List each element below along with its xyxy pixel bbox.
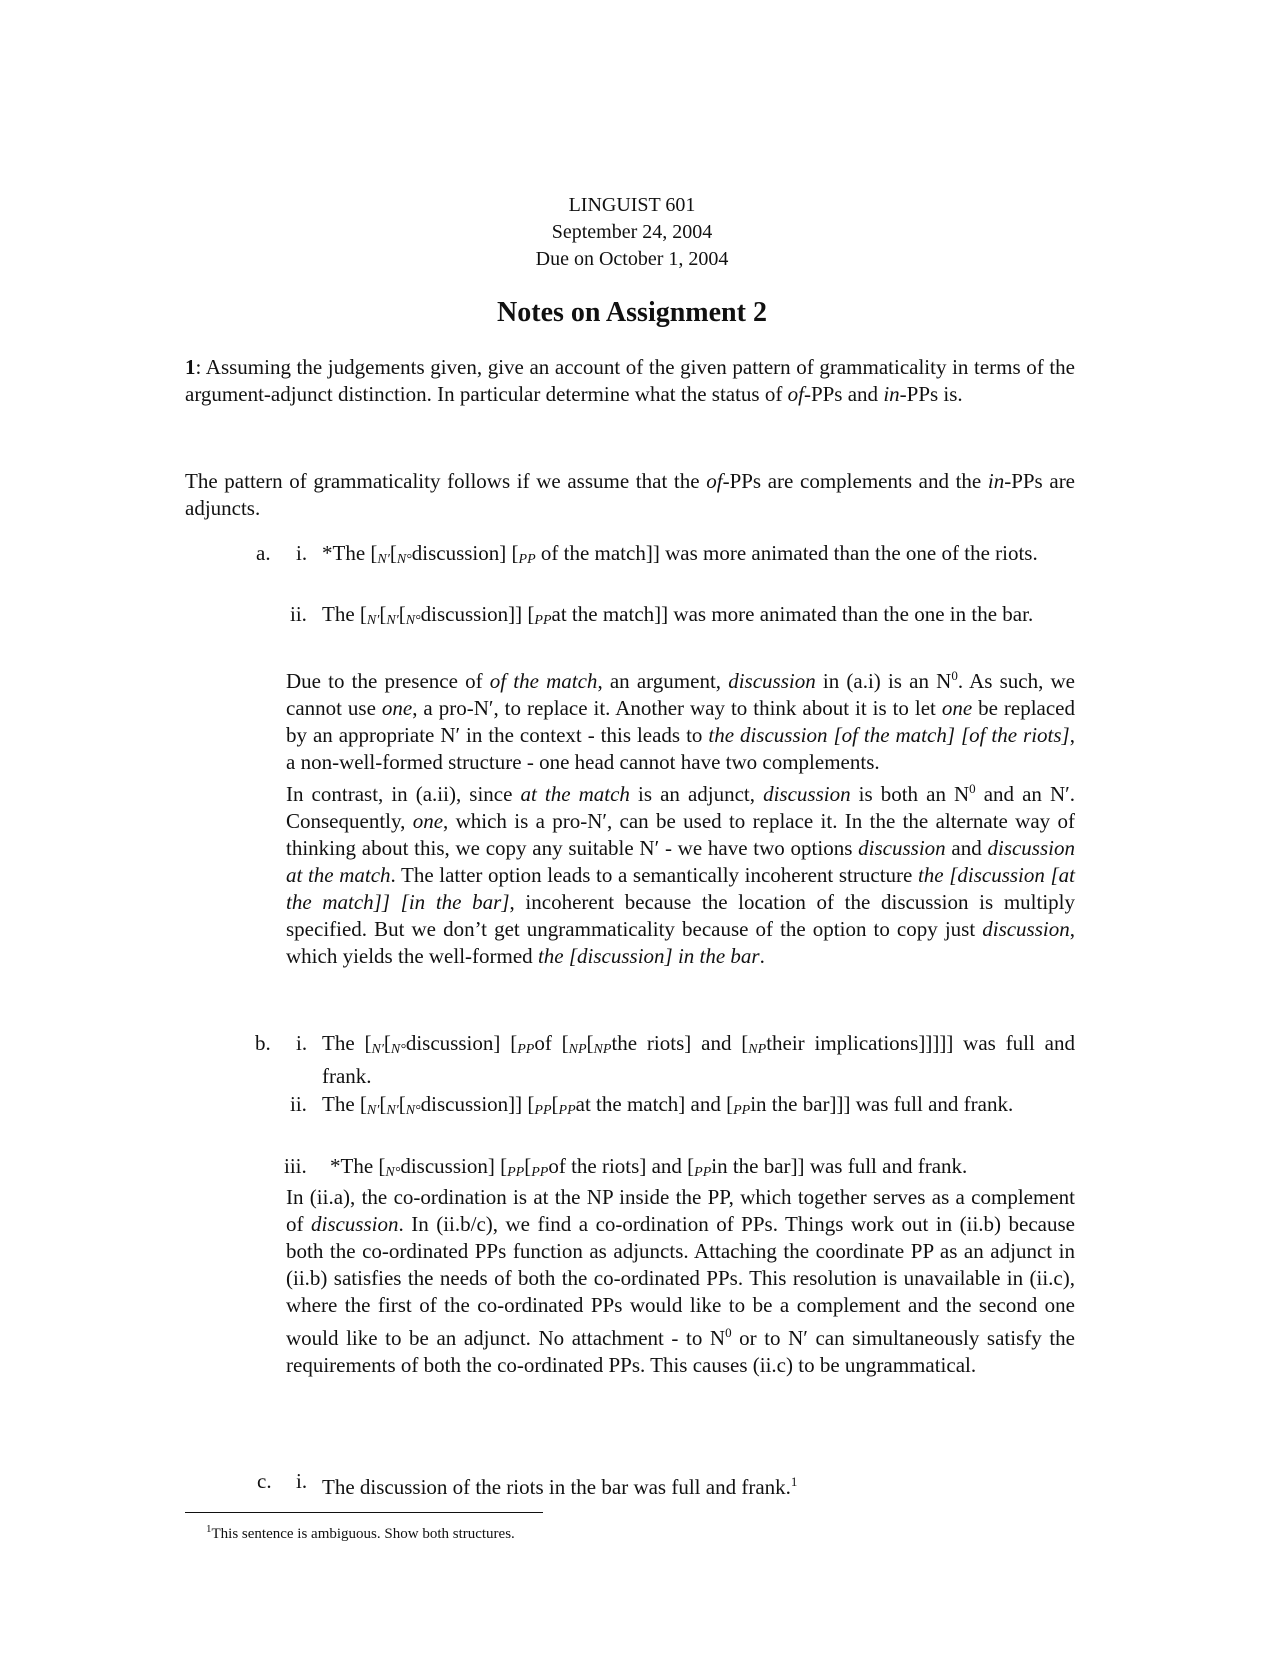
example-text: in the bar bbox=[711, 1154, 791, 1178]
bracket: [ bbox=[524, 1154, 532, 1178]
explanation-text: , a non-well-formed structure - one head cannot have two complements. bbox=[286, 723, 1075, 774]
example-b-i bbox=[322, 1030, 1075, 1090]
date-line: September 24, 2004 bbox=[551, 221, 713, 243]
explanation-text: is both an N bbox=[850, 782, 970, 806]
bracket: [ bbox=[359, 602, 367, 626]
answer-intro bbox=[185, 468, 1075, 522]
category-label: PP bbox=[518, 552, 536, 567]
example-text: discussion bbox=[405, 1031, 494, 1055]
explanation-italic: the [discussion] in the bar bbox=[537, 944, 760, 968]
explanation-text: Due to the presence of bbox=[286, 669, 490, 693]
example-text: their implications bbox=[766, 1031, 919, 1055]
category-label: NP bbox=[748, 1042, 767, 1057]
explanation-italic: the discussion [of the match] [of the riots] bbox=[708, 723, 1070, 747]
explanation-italic: one bbox=[412, 809, 444, 833]
explanation-b bbox=[286, 1184, 1075, 1379]
bracket: ] bbox=[678, 1092, 686, 1116]
explanation-italic: the [discussion [at the match]] [in the bar] bbox=[286, 863, 1076, 914]
category-label: PP bbox=[507, 1165, 525, 1180]
category-label: N° bbox=[396, 552, 412, 567]
example-a-ii bbox=[322, 601, 1075, 634]
example-text: and bbox=[691, 1031, 742, 1055]
category-label: NP bbox=[568, 1042, 587, 1057]
bracket: [ bbox=[687, 1154, 695, 1178]
example-text: *The bbox=[322, 541, 371, 565]
document-header bbox=[0, 192, 1264, 273]
bracket: [ bbox=[379, 602, 387, 626]
bracket: [ bbox=[379, 1092, 387, 1116]
bracket: ]]]]] bbox=[918, 1031, 954, 1055]
subitem-label: i. bbox=[296, 1031, 308, 1055]
category-label: PP bbox=[534, 613, 552, 628]
example-c-i bbox=[322, 1468, 797, 1501]
explanation-text: and bbox=[945, 836, 988, 860]
example-b-iii bbox=[330, 1153, 967, 1186]
explanation-text: . As such, we cannot use bbox=[286, 669, 1075, 720]
example-text: was full and frank. bbox=[322, 1031, 1075, 1088]
explanation-text: or to N′ can simultaneously satisfy the requirements of both the co-ordinated PPs. This causes (ii.c) to be ungrammatical. bbox=[286, 1326, 1075, 1377]
category-label: N° bbox=[385, 1165, 401, 1180]
bracket: [ bbox=[359, 1092, 367, 1116]
category-label: PP bbox=[558, 1103, 576, 1118]
explanation-text: . bbox=[759, 944, 765, 968]
bracket: [ bbox=[551, 1092, 559, 1116]
explanation-text: , a pro-N′, to replace it. Another way to think about it is to let bbox=[412, 696, 942, 720]
bracket: [ bbox=[398, 602, 406, 626]
subitem-label: i. bbox=[296, 541, 308, 565]
bracket: [ bbox=[398, 1092, 406, 1116]
example-text: The bbox=[322, 1092, 360, 1116]
category-label: N′ bbox=[386, 613, 399, 628]
example-text: was more animated than the one in the bar. bbox=[668, 602, 1034, 626]
category-label: N′ bbox=[366, 613, 380, 628]
explanation-text: . In (ii.b/c), we find a co-ordination of PPs. Things work out in (ii.b) because both the co-ordinated PPs function as adjuncts. Attaching the coordinate PP as an adjunct in (ii.b) satisfies the needs of both the co-ordinated PPs. This resolution is unavailable in (ii.c), where the first of the co-ordinated PPs would like to be a complement and the second one would like to be an adjunct. No attachment - to N bbox=[286, 1212, 1075, 1350]
bracket: [ bbox=[726, 1092, 734, 1116]
subitem-label: ii. bbox=[290, 1092, 307, 1116]
explanation-text: , which yields the well-formed bbox=[286, 917, 1075, 968]
category-label: N° bbox=[390, 1042, 406, 1057]
bracket: [ bbox=[527, 1092, 535, 1116]
example-text: in the bar bbox=[750, 1092, 830, 1116]
example-text: was full and frank. bbox=[850, 1092, 1014, 1116]
example-text: of the match bbox=[535, 541, 646, 565]
explanation-italic: discussion at the match bbox=[286, 836, 1075, 887]
answer-text: PPs are adjuncts. bbox=[185, 469, 1076, 520]
explanation-text: . The latter option leads to a semantically incoherent structure bbox=[390, 863, 918, 887]
explanation-italic: discussion bbox=[310, 1212, 399, 1236]
footnote bbox=[206, 1519, 515, 1544]
example-text: was more animated than the one of the riots. bbox=[659, 541, 1038, 565]
footnote-number: 1 bbox=[206, 1523, 212, 1535]
bracket: ] bbox=[487, 1154, 495, 1178]
example-text: and bbox=[646, 1154, 688, 1178]
category-label: PP bbox=[733, 1103, 751, 1118]
page-title: Notes on Assignment 2 bbox=[497, 297, 767, 328]
bracket: [ bbox=[389, 541, 397, 565]
category-label: N′ bbox=[377, 552, 390, 567]
footnote-mark[interactable]: 1 bbox=[790, 1474, 798, 1489]
category-label: PP bbox=[534, 1103, 552, 1118]
explanation-italic: discussion bbox=[982, 917, 1070, 941]
superscript-zero: 0 bbox=[725, 1325, 732, 1340]
example-b-ii bbox=[322, 1091, 1075, 1124]
explanation-a-2 bbox=[286, 775, 1075, 970]
category-label: N′ bbox=[366, 1103, 380, 1118]
explanation-italic: at the match bbox=[520, 782, 630, 806]
bracket: ]] bbox=[654, 602, 669, 626]
bracket: ] bbox=[493, 1031, 501, 1055]
bracket: [ bbox=[364, 1031, 372, 1055]
example-text: discussion bbox=[420, 1092, 509, 1116]
example-text: The bbox=[322, 602, 360, 626]
explanation-text: and an N′. Consequently, bbox=[286, 782, 1076, 833]
item-label-c: c. bbox=[257, 1469, 272, 1493]
explanation-text: , which is a pro-N′, can be used to replace it. In the the alternate way of thinking about this, we copy any suitable N′ - we have two options bbox=[286, 809, 1075, 860]
subitem-label: i. bbox=[296, 1469, 308, 1493]
question-in: in bbox=[883, 382, 900, 406]
bracket: [ bbox=[527, 602, 535, 626]
superscript-zero: 0 bbox=[969, 781, 976, 796]
bracket: ] bbox=[684, 1031, 692, 1055]
category-label: N° bbox=[405, 613, 421, 628]
category-label: PP bbox=[531, 1165, 549, 1180]
question-number: 1 bbox=[185, 355, 196, 379]
item-label-a: a. bbox=[256, 541, 271, 565]
question-text: Assuming the judgements given, give an account of the given pattern of grammaticality in terms of the argument-adjunct distinction. In particular determine what the status of bbox=[185, 355, 1075, 406]
explanation-text: in (a.i) is an N bbox=[815, 669, 952, 693]
item-label-b: b. bbox=[255, 1031, 271, 1055]
explanation-italic: one bbox=[381, 696, 413, 720]
example-text: of the riots bbox=[548, 1154, 640, 1178]
explanation-a-1 bbox=[286, 662, 1075, 776]
bracket: [ bbox=[586, 1031, 594, 1055]
footnote-rule bbox=[185, 1512, 543, 1513]
example-text: discussion bbox=[400, 1154, 488, 1178]
bracket: [ bbox=[383, 1031, 391, 1055]
bracket: [ bbox=[378, 1154, 386, 1178]
question-paragraph bbox=[185, 354, 1075, 408]
bracket: ] bbox=[499, 541, 507, 565]
bracket: ]] bbox=[645, 541, 660, 565]
question-of: of bbox=[787, 382, 804, 406]
explanation-text: In contrast, in (a.ii), since bbox=[286, 782, 521, 806]
bracket: [ bbox=[511, 541, 519, 565]
category-label: N′ bbox=[386, 1103, 399, 1118]
subitem-label: iii. bbox=[284, 1154, 307, 1178]
example-a-i bbox=[322, 540, 1075, 573]
bracket: ]] bbox=[790, 1154, 805, 1178]
explanation-italic: of the match bbox=[489, 669, 598, 693]
example-text: *The bbox=[330, 1154, 379, 1178]
bracket: ]] bbox=[829, 1092, 844, 1116]
category-label: NP bbox=[593, 1042, 612, 1057]
example-text: of bbox=[534, 1031, 562, 1055]
explanation-text: is an adjunct, bbox=[629, 782, 764, 806]
example-text: discussion bbox=[420, 602, 509, 626]
example-text: was full and frank. bbox=[804, 1154, 968, 1178]
example-text: The discussion of the riots in the bar was full and frank. bbox=[322, 1475, 791, 1499]
bracket: [ bbox=[500, 1154, 508, 1178]
example-text: the riots bbox=[611, 1031, 685, 1055]
category-label: N° bbox=[405, 1103, 421, 1118]
question-sep: : bbox=[195, 355, 202, 379]
due-line: Due on October 1, 2004 bbox=[535, 248, 729, 270]
answer-text: The pattern of grammaticality follows if we assume that the bbox=[185, 469, 707, 493]
question-text: -PPs and bbox=[803, 382, 884, 406]
bracket: ]] bbox=[508, 602, 523, 626]
bracket: [ bbox=[510, 1031, 518, 1055]
explanation-italic: discussion bbox=[763, 782, 851, 806]
bracket: [ bbox=[561, 1031, 569, 1055]
question-text: -PPs is. bbox=[899, 382, 963, 406]
answer-in: in- bbox=[987, 469, 1012, 493]
explanation-text: , an argument, bbox=[597, 669, 729, 693]
explanation-text: be replaced by an appropriate N′ in the context - this leads to bbox=[286, 696, 1075, 747]
explanation-italic: discussion bbox=[728, 669, 816, 693]
course-line: LINGUIST 601 bbox=[568, 194, 696, 216]
example-text: at the match bbox=[575, 1092, 679, 1116]
explanation-text: In (ii.a), the co-ordination is at the NP inside the PP, which together serves as a complement of bbox=[286, 1185, 1075, 1236]
explanation-text: , incoherent because the location of the discussion is multiply specified. But we don’t get ungrammaticality because of the option to copy just bbox=[286, 890, 1076, 941]
category-label: PP bbox=[517, 1042, 535, 1057]
bracket: ]] bbox=[508, 1092, 523, 1116]
category-label: N′ bbox=[371, 1042, 384, 1057]
answer-text: -PPs are complements and the bbox=[722, 469, 988, 493]
footnote-text: This sentence is ambiguous. Show both structures. bbox=[211, 1526, 515, 1542]
bracket: [ bbox=[741, 1031, 749, 1055]
answer-of: of bbox=[706, 469, 723, 493]
example-text: and bbox=[685, 1092, 727, 1116]
bracket: ] bbox=[843, 1092, 851, 1116]
category-label: PP bbox=[694, 1165, 712, 1180]
explanation-italic: one bbox=[941, 696, 973, 720]
bracket: ] bbox=[639, 1154, 647, 1178]
example-text: at the match bbox=[551, 602, 655, 626]
subitem-label: ii. bbox=[290, 602, 307, 626]
bracket: [ bbox=[370, 541, 378, 565]
example-text: discussion bbox=[411, 541, 500, 565]
example-text: The bbox=[322, 1031, 365, 1055]
explanation-italic: discussion bbox=[858, 836, 946, 860]
superscript-zero: 0 bbox=[951, 668, 958, 683]
